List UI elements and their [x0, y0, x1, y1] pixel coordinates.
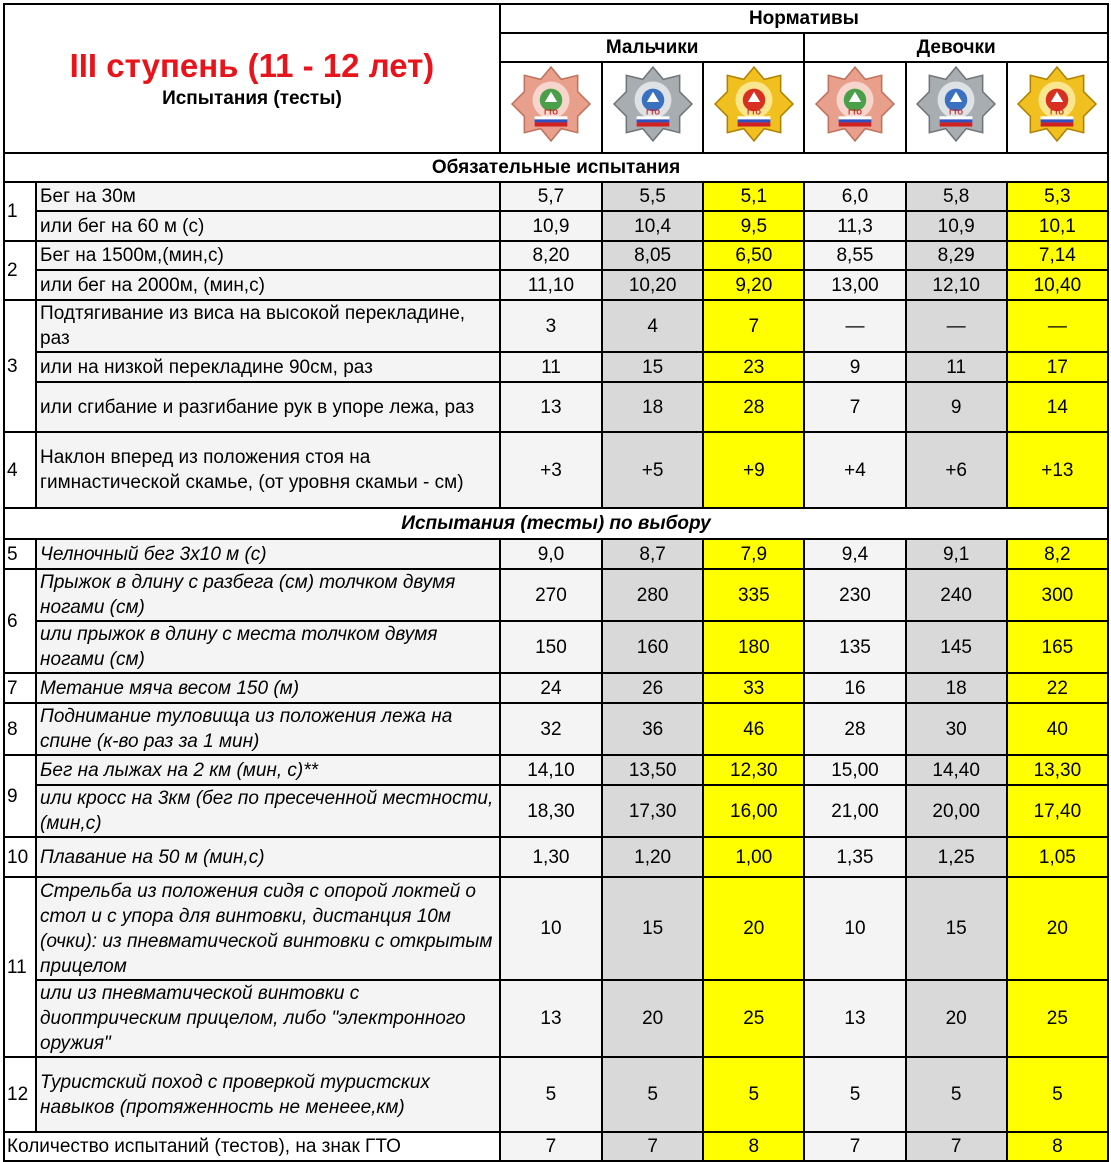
gold-value: 20 — [1007, 877, 1108, 980]
page-title: III ступень (11 - 12 лет) — [69, 47, 435, 84]
silver-count: 7 — [906, 1132, 1007, 1161]
gold-value: 16,00 — [703, 785, 804, 837]
gold-value: 10,40 — [1007, 270, 1108, 300]
bronze-value: 18,30 — [500, 785, 602, 837]
bronze-value: 13 — [804, 980, 905, 1057]
svg-text:ГТО: ГТО — [746, 108, 761, 117]
gold-badge-icon — [713, 63, 795, 145]
bronze-value: 150 — [500, 621, 602, 673]
table-row — [4, 352, 1108, 382]
badge-cell — [602, 62, 703, 153]
silver-value: 11 — [906, 352, 1007, 382]
gold-value: 40 — [1007, 703, 1108, 755]
row-number: 11 — [4, 877, 36, 1057]
silver-value: 240 — [906, 569, 1007, 621]
bronze-count: 7 — [804, 1132, 905, 1161]
silver-value: 18 — [602, 382, 703, 432]
gold-badge-icon — [1016, 63, 1098, 145]
gold-value: 46 — [703, 703, 804, 755]
row-number: 3 — [4, 300, 36, 432]
row-number: 7 — [4, 673, 36, 703]
silver-value: 36 — [602, 703, 703, 755]
svg-text:ГТО: ГТО — [645, 108, 660, 117]
silver-value: 160 — [602, 621, 703, 673]
test-name: Стрельба из положения сидя с опорой локтей о стол и с упора для винтовки, дистанция 10м (очки): из пневматической винтовки с открытым прицелом — [36, 877, 500, 980]
bronze-value: 9 — [804, 352, 905, 382]
test-name: Бег на лыжах на 2 км (мин, с)** — [36, 755, 500, 785]
gold-value: 5 — [1007, 1057, 1108, 1132]
bronze-value: 1,30 — [500, 837, 602, 877]
test-name: Метание мяча весом 150 (м) — [36, 673, 500, 703]
bronze-value: 5 — [804, 1057, 905, 1132]
test-name: или бег на 2000м, (мин,с) — [36, 270, 500, 300]
gold-value: 180 — [703, 621, 804, 673]
gold-value: 17 — [1007, 352, 1108, 382]
norms-table — [3, 3, 1109, 1162]
gold-value: 8,2 — [1007, 539, 1108, 569]
table-row — [4, 621, 1108, 673]
bronze-value: 32 — [500, 703, 602, 755]
bronze-value: 3 — [500, 300, 602, 352]
footer-label: Количество испытаний (тестов), на знак ГТО — [4, 1132, 500, 1161]
gold-value: 25 — [1007, 980, 1108, 1057]
gold-value: 5,1 — [703, 182, 804, 211]
test-name: или кросс на 3км (бег по пресеченной местности, (мин,с) — [36, 785, 500, 837]
test-name: или бег на 60 м (с) — [36, 211, 500, 241]
silver-count: 7 — [602, 1132, 703, 1161]
bronze-value: 21,00 — [804, 785, 905, 837]
silver-value: +6 — [906, 432, 1007, 508]
silver-value: 20 — [602, 980, 703, 1057]
row-number: 9 — [4, 755, 36, 837]
bronze-value: 13 — [500, 382, 602, 432]
table-row — [4, 300, 1108, 352]
row-number: 4 — [4, 432, 36, 508]
test-name: Наклон вперед из положения стоя на гимнастической скамье, (от уровня скамьи - см) — [36, 432, 500, 508]
bronze-value: 270 — [500, 569, 602, 621]
bronze-value: 5 — [500, 1057, 602, 1132]
silver-value: 4 — [602, 300, 703, 352]
bronze-value: 11,3 — [804, 211, 905, 241]
gold-value: 23 — [703, 352, 804, 382]
svg-text:ГТО: ГТО — [949, 108, 964, 117]
silver-value: 17,30 — [602, 785, 703, 837]
bronze-value: 16 — [804, 673, 905, 703]
section-optional: Испытания (тесты) по выбору — [4, 508, 1108, 539]
bronze-value: 5,7 — [500, 182, 602, 211]
silver-value: +5 — [602, 432, 703, 508]
badge-cell — [804, 62, 905, 153]
table-row — [4, 673, 1108, 703]
table-row — [4, 432, 1108, 508]
test-name: или из пневматической винтовки с диоптрическим прицелом, либо "электронного оружия" — [36, 980, 500, 1057]
silver-value: 8,05 — [602, 241, 703, 270]
silver-value: 10,4 — [602, 211, 703, 241]
gold-value: 9,20 — [703, 270, 804, 300]
silver-value: 15 — [602, 877, 703, 980]
bronze-value: — — [804, 300, 905, 352]
page-subtitle: Испытания (тесты) — [162, 88, 342, 109]
table-row — [4, 539, 1108, 569]
test-name: или сгибание и разгибание рук в упоре лежа, раз — [36, 382, 500, 432]
gold-value: 7 — [703, 300, 804, 352]
table-row — [4, 569, 1108, 621]
gold-count: 8 — [1007, 1132, 1108, 1161]
silver-value: 26 — [602, 673, 703, 703]
bronze-value: 9,4 — [804, 539, 905, 569]
bronze-value: 11,10 — [500, 270, 602, 300]
bronze-value: 13,00 — [804, 270, 905, 300]
bronze-value: 8,55 — [804, 241, 905, 270]
silver-value: — — [906, 300, 1007, 352]
gold-value: 28 — [703, 382, 804, 432]
row-number: 12 — [4, 1057, 36, 1132]
gold-value: 1,05 — [1007, 837, 1108, 877]
silver-value: 20,00 — [906, 785, 1007, 837]
bronze-value: 24 — [500, 673, 602, 703]
table-row — [4, 703, 1108, 755]
bronze-value: 15,00 — [804, 755, 905, 785]
bronze-value: 135 — [804, 621, 905, 673]
badge-cell — [703, 62, 804, 153]
gold-value: 6,50 — [703, 241, 804, 270]
silver-value: 14,40 — [906, 755, 1007, 785]
bronze-value: 10,9 — [500, 211, 602, 241]
silver-value: 12,10 — [906, 270, 1007, 300]
silver-value: 15 — [906, 877, 1007, 980]
bronze-value: 13 — [500, 980, 602, 1057]
gold-value: 22 — [1007, 673, 1108, 703]
silver-badge-icon — [612, 63, 694, 145]
row-number: 6 — [4, 569, 36, 673]
silver-value: 10,20 — [602, 270, 703, 300]
table-row — [4, 785, 1108, 837]
bronze-value: 11 — [500, 352, 602, 382]
table-row — [4, 270, 1108, 300]
silver-value: 5,8 — [906, 182, 1007, 211]
table-row — [4, 1057, 1108, 1132]
bronze-value: 1,35 — [804, 837, 905, 877]
row-number: 2 — [4, 241, 36, 300]
bronze-value: +4 — [804, 432, 905, 508]
test-name: или прыжок в длину с места толчком двумя ногами (см) — [36, 621, 500, 673]
table-row — [4, 837, 1108, 877]
gold-value: 17,40 — [1007, 785, 1108, 837]
silver-value: 8,7 — [602, 539, 703, 569]
gold-value: 10,1 — [1007, 211, 1108, 241]
table-row — [4, 182, 1108, 211]
gold-value: +13 — [1007, 432, 1108, 508]
gold-value: 7,9 — [703, 539, 804, 569]
silver-value: 5,5 — [602, 182, 703, 211]
bronze-value: 10 — [500, 877, 602, 980]
badge-cell — [1007, 62, 1108, 153]
row-number: 5 — [4, 539, 36, 569]
bronze-badge-icon — [814, 63, 896, 145]
silver-value: 30 — [906, 703, 1007, 755]
boys-header: Мальчики — [500, 33, 805, 62]
silver-value: 10,9 — [906, 211, 1007, 241]
girls-header: Девочки — [804, 33, 1108, 62]
svg-text:ГТО: ГТО — [848, 108, 862, 117]
gold-value: 13,30 — [1007, 755, 1108, 785]
bronze-value: 9,0 — [500, 539, 602, 569]
table-row — [4, 755, 1108, 785]
gold-value: 14 — [1007, 382, 1108, 432]
silver-value: 8,29 — [906, 241, 1007, 270]
row-number: 1 — [4, 182, 36, 241]
bronze-value: +3 — [500, 432, 602, 508]
silver-value: 13,50 — [602, 755, 703, 785]
silver-value: 1,20 — [602, 837, 703, 877]
bronze-value: 28 — [804, 703, 905, 755]
bronze-value: 10 — [804, 877, 905, 980]
table-row — [4, 877, 1108, 980]
gold-value: — — [1007, 300, 1108, 352]
svg-text:ГТО: ГТО — [544, 108, 558, 117]
bronze-value: 230 — [804, 569, 905, 621]
gold-value: 9,5 — [703, 211, 804, 241]
gold-value: 1,00 — [703, 837, 804, 877]
gold-value: +9 — [703, 432, 804, 508]
silver-value: 1,25 — [906, 837, 1007, 877]
section-mandatory: Обязательные испытания — [4, 153, 1108, 182]
test-name: Туристский поход с проверкой туристских навыков (протяженность не менеее,км) — [36, 1057, 500, 1132]
gold-value: 335 — [703, 569, 804, 621]
bronze-count: 7 — [500, 1132, 602, 1161]
row-number: 8 — [4, 703, 36, 755]
bronze-value: 6,0 — [804, 182, 905, 211]
table-row — [4, 211, 1108, 241]
gold-value: 7,14 — [1007, 241, 1108, 270]
table-row — [4, 382, 1108, 432]
badge-cell — [500, 62, 602, 153]
gold-value: 5 — [703, 1057, 804, 1132]
gold-value: 20 — [703, 877, 804, 980]
test-name: Челночный бег 3х10 м (с) — [36, 539, 500, 569]
badge-cell — [906, 62, 1007, 153]
test-name: или на низкой перекладине 90см, раз — [36, 352, 500, 382]
test-name: Плавание на 50 м (мин,с) — [36, 837, 500, 877]
silver-value: 9 — [906, 382, 1007, 432]
gold-value: 12,30 — [703, 755, 804, 785]
silver-badge-icon — [915, 63, 997, 145]
test-name: Подтягивание из виса на высокой перекладине, раз — [36, 300, 500, 352]
gold-value: 165 — [1007, 621, 1108, 673]
test-name: Бег на 30м — [36, 182, 500, 211]
silver-value: 15 — [602, 352, 703, 382]
test-name: Прыжок в длину с разбега (см) толчком двумя ногами (см) — [36, 569, 500, 621]
silver-value: 145 — [906, 621, 1007, 673]
silver-value: 280 — [602, 569, 703, 621]
table-row — [4, 241, 1108, 270]
silver-value: 5 — [602, 1057, 703, 1132]
test-name: Поднимание туловища из положения лежа на спине (к-во раз за 1 мин) — [36, 703, 500, 755]
bronze-value: 7 — [804, 382, 905, 432]
row-number: 10 — [4, 837, 36, 877]
bronze-value: 14,10 — [500, 755, 602, 785]
gold-count: 8 — [703, 1132, 804, 1161]
footer-row — [4, 1132, 1108, 1161]
gold-value: 25 — [703, 980, 804, 1057]
table-row — [4, 980, 1108, 1057]
bronze-value: 8,20 — [500, 241, 602, 270]
test-name: Бег на 1500м,(мин,с) — [36, 241, 500, 270]
title-cell — [4, 4, 500, 153]
norms-header: Нормативы — [500, 4, 1108, 33]
svg-text:ГТО: ГТО — [1050, 108, 1065, 117]
silver-value: 5 — [906, 1057, 1007, 1132]
gold-value: 5,3 — [1007, 182, 1108, 211]
silver-value: 20 — [906, 980, 1007, 1057]
silver-value: 18 — [906, 673, 1007, 703]
gold-value: 33 — [703, 673, 804, 703]
gold-value: 300 — [1007, 569, 1108, 621]
bronze-badge-icon — [510, 63, 592, 145]
silver-value: 9,1 — [906, 539, 1007, 569]
